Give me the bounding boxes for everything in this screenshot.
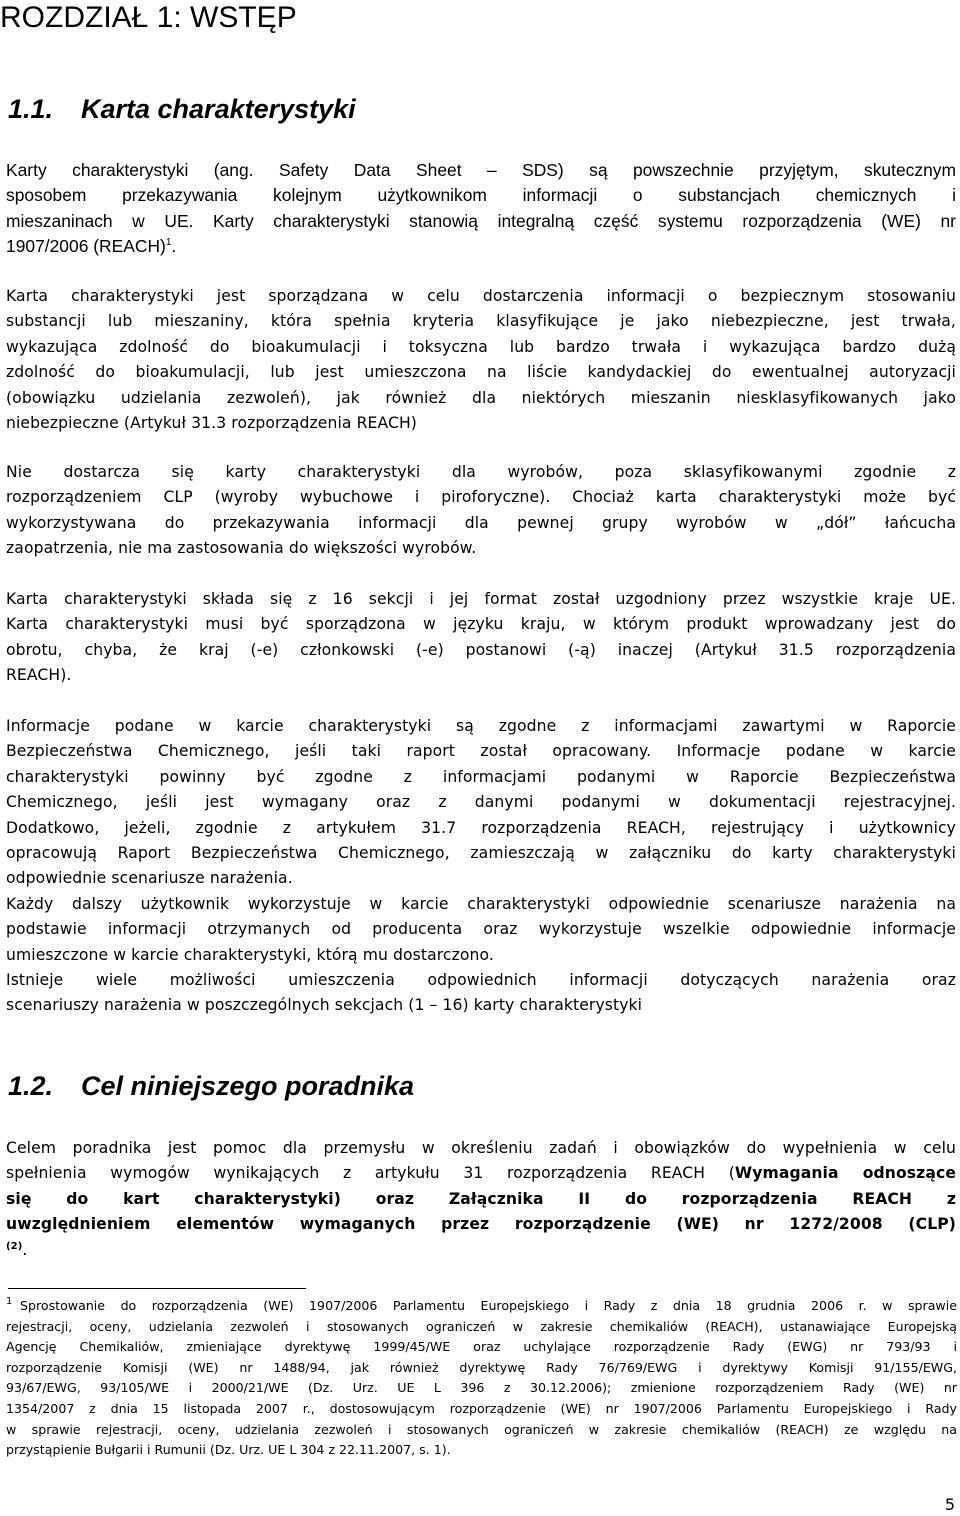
text-line: REACH). [6, 666, 72, 685]
text-line: odpowiednie scenariusze narażenia. [6, 869, 293, 888]
text-line: podstawie informacji otrzymanych od producenta oraz wykorzystuje wszelkie odpowiednie informacje [6, 920, 956, 939]
text-line: Karta charakterystyki składa się z 16 sekcji i jej format został uzgodniony przez wszystkie kraje UE. [6, 590, 956, 608]
bold-text: uwzględnieniem elementów wymaganych przez rozporządzenie (WE) nr 1272/2008 (CLP) [6, 1215, 956, 1234]
footnote-line: w sprawie rejestracji, oceny, udzielania zezwoleń i stosowanych ograniczeń w zakresie chemikaliów (REACH) ze względu na [6, 1421, 957, 1437]
text-line [6, 1187, 956, 1212]
bold-text: się do kart charakterystyki) oraz Załącznika II do rozporządzenia REACH z [6, 1189, 956, 1208]
text-line: Każdy dalszy użytkownik wykorzystuje w karcie charakterystyki odpowiednie scenariusze narażenia na [6, 895, 956, 913]
text-line: zaopatrzenia, nie ma zastosowania do większości wyrobów. [6, 539, 477, 558]
text-segment: . [171, 236, 177, 257]
footnote-ref: 1 [165, 237, 172, 249]
paragraph [6, 714, 956, 892]
footnote-separator [8, 1288, 306, 1289]
text-line: scenariuszy narażenia w poszczególnych sekcjach (1 – 16) karty charakterystyki [6, 996, 643, 1015]
text-line: Chemicznego, jeśli jest wymagany oraz z danymi podanymi w dokumentacji rejestracyjnej. [6, 793, 956, 812]
page-number: 5 [944, 1495, 955, 1514]
intro-paragraph [6, 158, 956, 260]
text-line: (obowiązku udzielania zezwoleń), jak również dla niektórych mieszanin niesklasyfikowanych jako [6, 388, 956, 407]
paragraph [6, 460, 956, 562]
text-segment: 1907/2006 (REACH) [6, 236, 166, 257]
footnote-line: 93/67/EWG, 93/105/WE i 2000/21/WE (Dz. Urz. UE L 396 z 30.12.2006); zmienione rozporządzeniem Rady (WE) nr [6, 1380, 957, 1396]
text-line: charakterystyki powinny być zgodne z informacjami podanymi w Raporcie Bezpieczeństwa [6, 767, 956, 786]
text-line: substancji lub mieszaniny, która spełnia kryteria klasyfikujące je jako niebezpieczne, jest trwała, [6, 312, 956, 331]
text-segment: spełnienia wymogów wynikających z artykułu 31 rozporządzenia REACH ( [6, 1164, 735, 1183]
footnote-marker: 1 [6, 1296, 13, 1307]
text-line: umieszczone w karcie charakterystyki, którą mu dostarczono. [6, 945, 494, 964]
text-line: zdolność do bioakumulacji, lub jest umieszczona na liście kandydackiej do ewentualnej autoryzacji [6, 363, 956, 382]
section-number: 1.2. [8, 1071, 54, 1101]
footnote-line: Agencję Chemikaliów, zmieniające dyrektywę 1999/45/WE oraz uchylające rozporządzenie Rady (EWG) nr 793/93 i [6, 1339, 957, 1355]
paragraph [6, 284, 956, 436]
section-title: Karta charakterystyki [81, 94, 356, 124]
text-line [6, 234, 956, 259]
footnote-line: Sprostowanie do rozporządzenia (WE) 1907/2006 Parlamentu Europejskiego i Rady z dnia 18 grudnia 2006 r. w sprawie [20, 1298, 957, 1313]
text-line: wykorzystywana do przekazywania informacji dla pewnej grupy wyrobów w „dół” łańcucha [6, 513, 956, 532]
text-line [6, 1212, 956, 1237]
footnote-line: rozporządzenie Komisji (WE) nr 1488/94, jak również dyrektywę Rady 76/769/EWG i dyrektywy Komisji 91/155/EWG, [6, 1359, 957, 1375]
text-line: Bezpieczeństwa Chemicznego, jeśli taki raport został opracowany. Informacje podane w karcie [6, 742, 956, 761]
footnote-line: rejestracji, oceny, udzielania zezwoleń i stosowanych ograniczeń w zakresie chemikaliów (REACH), ustanawiające Europejską [6, 1318, 957, 1334]
text-line: Informacje podane w karcie charakterystyki są zgodne z informacjami zawartymi w Raporcie [6, 717, 956, 735]
text-line: opracowują Raport Bezpieczeństwa Chemicznego, zamieszczają w załączniku do karty charakterystyki [6, 844, 956, 863]
footnote-line: 1354/2007 z dnia 15 listopada 2007 r., dostosowującym rozporządzenie (WE) nr 1907/2006 Parlamentu Europejskiego i Rady [6, 1400, 957, 1416]
chapter-title: ROZDZIAŁ 1: WSTĘP [0, 1, 297, 34]
section-title: Cel niniejszego poradnika [81, 1071, 415, 1101]
footnote [6, 1296, 957, 1461]
text-line: sposobem przekazywania kolejnym użytkownikom informacji o substancjach chemicznych i [6, 185, 956, 206]
section-number: 1.1. [8, 94, 54, 124]
text-line [6, 1161, 956, 1186]
text-line: Karta charakterystyki jest sporządzana w celu dostarczenia informacji o bezpiecznym stosowaniu [6, 287, 956, 305]
text-line: Istnieje wiele możliwości umieszczenia odpowiednich informacji dotyczących narażenia oraz [6, 971, 956, 989]
footnote-line: przystąpienie Bułgarii i Rumunii (Dz. Urz. UE L 304 z 22.11.2007, s. 1). [6, 1442, 451, 1458]
text-line: Nie dostarcza się karty charakterystyki dla wyrobów, poza sklasyfikowanymi zgodnie z [6, 463, 956, 481]
paragraph [6, 892, 956, 968]
text-line: Karta charakterystyki musi być sporządzona w języku kraju, w którym produkt wprowadzany jest do [6, 615, 956, 634]
text-line: rozporządzeniem CLP (wyroby wybuchowe i piroforyczne). Chociaż karta charakterystyki może być [6, 488, 956, 507]
text-line: Dodatkowo, jeżeli, zgodnie z artykułem 31.7 rozporządzenia REACH, rejestrujący i użytkownicy [6, 818, 956, 837]
text-line: Karty charakterystyki (ang. Safety Data Sheet – SDS) są powszechnie przyjętym, skutecznym [6, 160, 956, 180]
bold-text: Wymagania odnoszące [734, 1164, 957, 1183]
text-line [6, 1238, 956, 1263]
text-line: wykazująca zdolność do bioakumulacji i toksyczna lub bardzo trwała i wykazująca bardzo dużą [6, 337, 956, 356]
text-line: obrotu, chyba, że kraj (-e) członkowski (-e) postanowi (-ą) inaczej (Artykuł 31.5 rozporządzenia [6, 640, 956, 659]
text-line: niebezpieczne (Artykuł 31.3 rozporządzenia REACH) [6, 414, 417, 433]
purpose-paragraph [6, 1136, 956, 1263]
footnote-ref: (2) [6, 1240, 23, 1252]
text-line: mieszaninach w UE. Karty charakterystyki stanowią integralną część systemu rozporządzenia (WE) nr [6, 210, 956, 231]
text-segment: . [22, 1240, 28, 1259]
paragraph [6, 587, 956, 689]
text-line: Celem poradnika jest pomoc dla przemysłu w określeniu zadań i obowiązków do wypełnienia w celu [6, 1139, 956, 1157]
section-heading-1-2 [8, 1070, 414, 1102]
section-heading-1-1 [8, 93, 356, 125]
paragraph [6, 968, 956, 1019]
